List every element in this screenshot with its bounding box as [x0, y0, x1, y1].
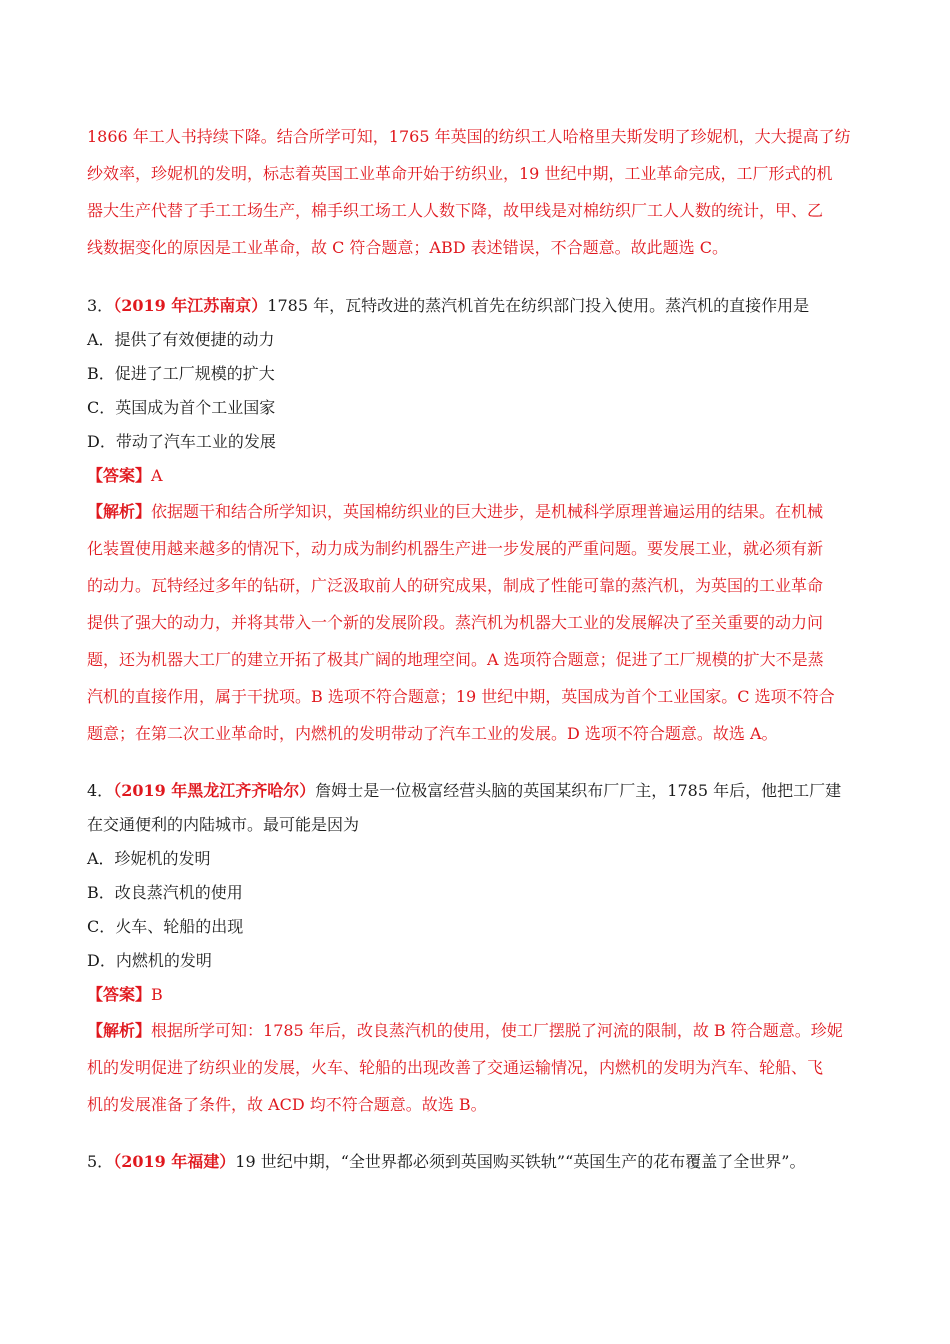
question-stem: [87, 774, 865, 808]
intro-line: 纱效率，珍妮机的发明，标志着英国工业革命开始于纺织业，19 世纪中期，工业革命完成，工厂形式的机: [87, 164, 833, 183]
answer: [87, 459, 865, 493]
option-c: C．火车、轮船的出现: [87, 917, 244, 936]
explanation: [87, 1012, 865, 1123]
explanation-line: 【解析】依据题干和结合所学知识，英国棉纺织业的巨大进步，是机械科学原理普遍运用的结果。在机械: [87, 502, 824, 521]
explanation-line: 机的发明促进了纺织业的发展，火车、轮船的出现改善了交通运输情况，内燃机的发明为汽车、轮船、飞: [87, 1058, 824, 1077]
option-d: D．带动了汽车工业的发展: [87, 432, 276, 451]
document-page: [87, 118, 865, 1201]
question-number: 3．: [87, 296, 114, 315]
explanation-line: 题，还为机器大工厂的建立开拓了极其广阔的地理空间。A 选项符合题意；促进了工厂规模的扩大不是蒸: [87, 650, 824, 669]
question-source: （2019 年黑龙江齐齐哈尔）: [113, 781, 316, 800]
answer-value: A: [151, 466, 163, 485]
question-source: （2019 年江苏南京）: [113, 296, 268, 315]
answer-tag: 【答案】: [87, 466, 152, 485]
question-stem-text: 1785 年，瓦特改进的蒸汽机首先在纺织部门投入使用。蒸汽机的直接作用是: [267, 296, 810, 315]
question-number: 4．: [87, 781, 114, 800]
option-d: D．内燃机的发明: [87, 951, 212, 970]
question-number: 5．: [87, 1152, 114, 1171]
question-stem-continued: 在交通便利的内陆城市。最可能是因为: [87, 815, 360, 834]
answer: [87, 978, 865, 1012]
question-stem-text: 詹姆士是一位极富经营头脑的英国某织布厂厂主，1785 年后，他把工厂建: [315, 781, 842, 800]
explanation-line: 提供了强大的动力，并将其带入一个新的发展阶段。蒸汽机为机器大工业的发展解决了至关重要的动力问: [87, 613, 824, 632]
explanation-tag: 【解析】: [87, 1021, 152, 1040]
explanation-line: 机的发展准备了条件，故 ACD 均不符合题意。故选 B。: [87, 1095, 487, 1114]
intro-line: 线数据变化的原因是工业革命，故 C 符合题意；ABD 表述错误，不合题意。故此题选 C。: [87, 238, 728, 257]
question-source: （2019 年福建）: [113, 1152, 236, 1171]
option-b: B．促进了工厂规模的扩大: [87, 364, 275, 383]
option-b: B．改良蒸汽机的使用: [87, 883, 243, 902]
explanation-tag: 【解析】: [87, 502, 152, 521]
option-a: A．提供了有效便捷的动力: [87, 330, 275, 349]
intro-line: 1866 年工人书持续下降。结合所学可知，1765 年英国的纺织工人哈格里夫斯发明了珍妮机，大大提高了纺: [87, 127, 851, 146]
answer-value: B: [151, 985, 163, 1004]
question-stem: [87, 1145, 865, 1179]
explanation: [87, 493, 865, 752]
question-5: [87, 1145, 865, 1179]
explanation-line: 【解析】根据所学可知：1785 年后，改良蒸汽机的使用，使工厂摆脱了河流的限制，故 B 符合题意。珍妮: [87, 1021, 843, 1040]
question-stem-text: 19 世纪中期，“全世界都必须到英国购买铁轨”“英国生产的花布覆盖了全世界”。: [235, 1152, 806, 1171]
explanation-line: 的动力。瓦特经过多年的钻研，广泛汲取前人的研究成果，制成了性能可靠的蒸汽机，为英国的工业革命: [87, 576, 824, 595]
option-a: A．珍妮机的发明: [87, 849, 211, 868]
answer-tag: 【答案】: [87, 985, 152, 1004]
explanation-line: 化装置使用越来越多的情况下，动力成为制约机器生产进一步发展的严重问题。要发展工业，就必须有新: [87, 539, 824, 558]
option-c: C．英国成为首个工业国家: [87, 398, 276, 417]
intro-line: 器大生产代替了手工工场生产，棉手织工场工人人数下降，故甲线是对棉纺织厂工人人数的统计，甲、乙: [87, 201, 824, 220]
explanation-line: 题意；在第二次工业革命时，内燃机的发明带动了汽车工业的发展。D 选项不符合题意。故选 A。: [87, 724, 778, 743]
question-3: [87, 289, 865, 752]
question-4: [87, 774, 865, 1123]
question-stem: [87, 289, 865, 323]
intro-explanation: [87, 118, 865, 266]
explanation-line: 汽机的直接作用，属于干扰项。B 选项不符合题意；19 世纪中期，英国成为首个工业国家。C 选项不符合: [87, 687, 835, 706]
